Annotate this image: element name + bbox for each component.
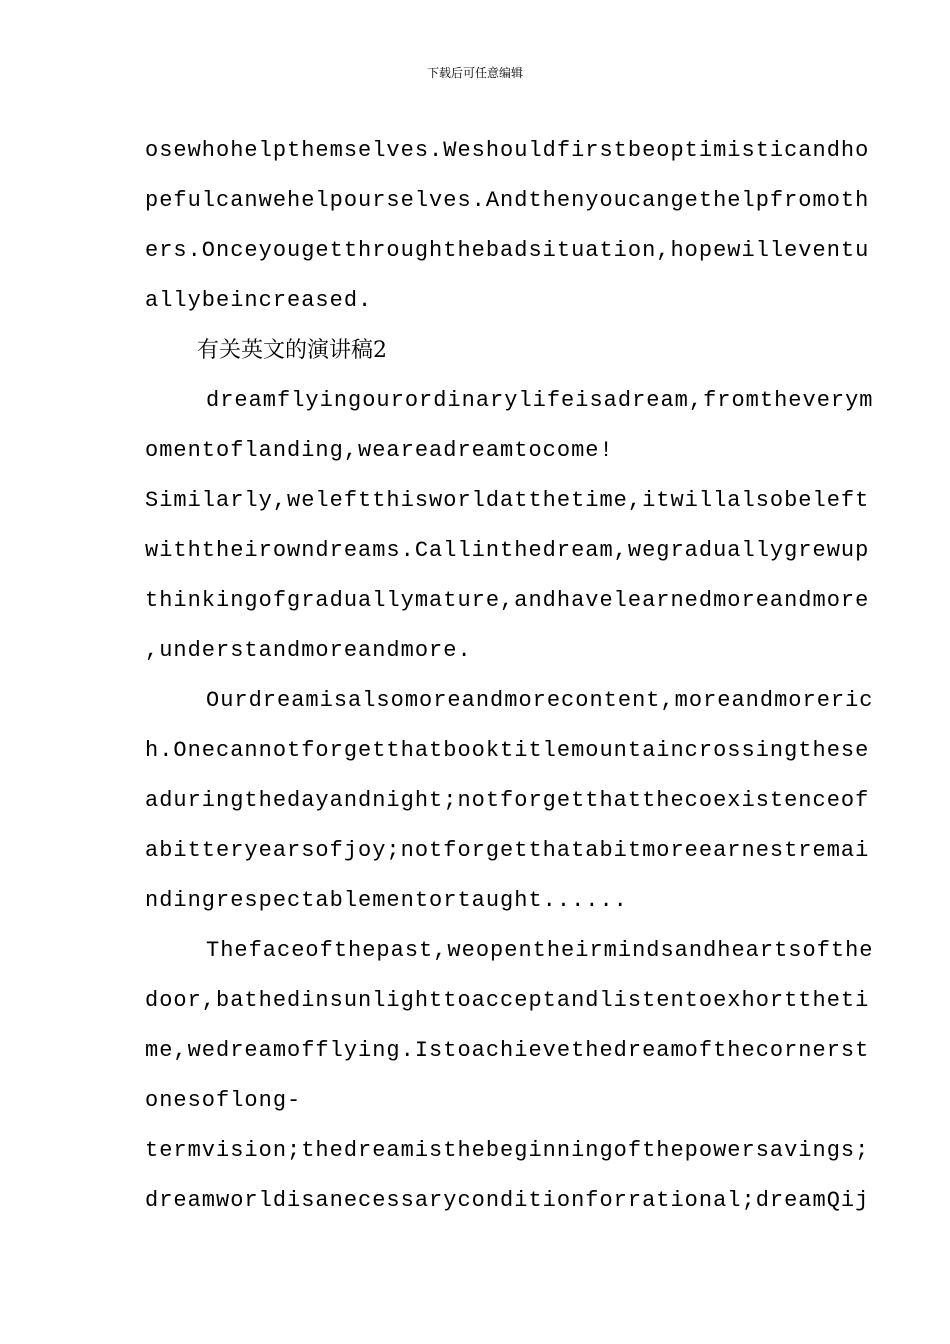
body-line: thinkingofgraduallymature,andhavelearnedmoreandmore [145,588,870,613]
body-line: dreamflyingourordinarylifeisadream,fromtheverym [206,388,874,413]
body-line: allybeincreased. [145,288,373,313]
body-line: ers.Onceyougetthroughthebadsituation,hopewilleventu [145,238,870,263]
body-line: omentoflanding,weareadreamtocome! [145,438,614,463]
body-line: ,understandmoreandmore. [145,638,472,663]
body-line: Thefaceofthepast,weopentheirmindsandheartsofthe [206,938,874,963]
body-line: pefulcanwehelpourselves.Andthenyoucangethelpfromoth [145,188,870,213]
body-line: termvision;thedreamisthebeginningofthepowersavings; [145,1138,870,1163]
body-line: me,wedreamofflying.Istoachievethedreamofthecornerst [145,1038,870,1063]
page-header: 下载后可任意编辑 [426,66,523,80]
body-line: Ourdreamisalsomoreandmorecontent,moreandmoreric [206,688,874,713]
body-line: door,bathedinsunlighttoacceptandlistentoexhorttheti [145,988,870,1013]
body-line: Similarly,weleftthisworldatthetime,itwillalsobeleft [145,488,870,513]
body-line: ndingrespectablementortaught...... [145,888,628,913]
body-line: dreamworldisanecessaryconditionforrational;dreamQij [145,1188,870,1213]
section-heading: 有关英文的演讲稿2 [197,338,387,363]
body-line: abitteryearsofjoy;notforgetthatabitmoreearnestremai [145,838,870,863]
body-line: h.Onecannotforgetthatbooktitlemountaincrossingthese [145,738,870,763]
body-line: osewhohelpthemselves.Weshouldfirstbeoptimisticandho [145,138,870,163]
body-line: withtheirowndreams.Callinthedream,wegraduallygrewup [145,538,870,563]
body-line: aduringthedayandnight;notforgetthatthecoexistenceof [145,788,870,813]
body-line: onesoflong- [145,1088,302,1113]
